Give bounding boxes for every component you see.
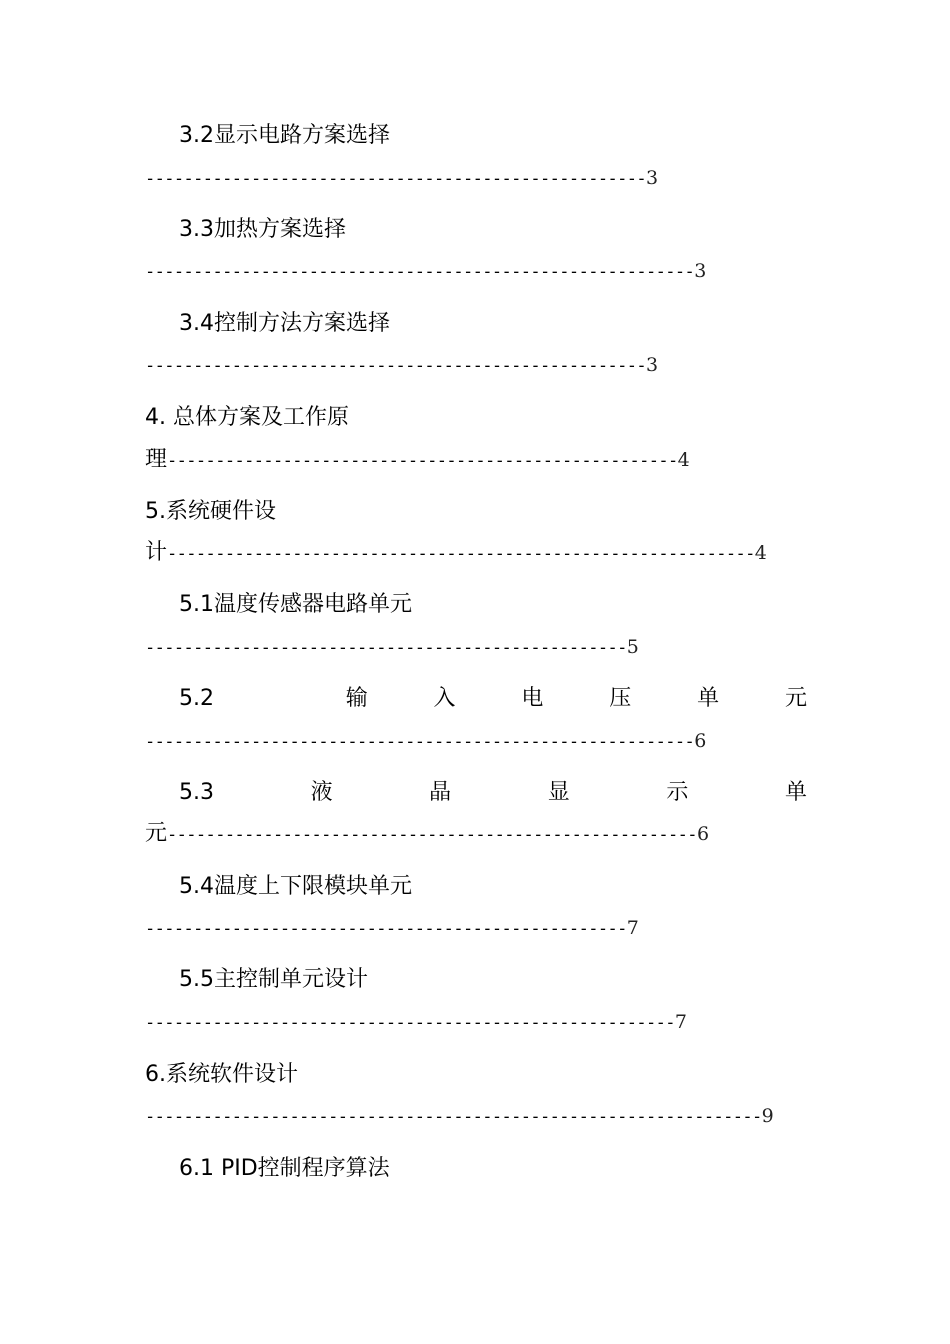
toc-leader-row [145, 257, 706, 286]
toc-leader-row [145, 1102, 774, 1131]
toc-word: 单 [697, 686, 720, 711]
toc-title-continuation: 元 [145, 821, 168, 846]
toc-word: 电 [521, 686, 544, 711]
toc-word: 单 [784, 780, 807, 805]
toc-entry-title-justified [179, 685, 807, 713]
toc-leader: --------------------------------------------------------- [145, 732, 695, 752]
toc-entry-title: 3.3加热方案选择 [179, 217, 346, 242]
toc-entry-title: 6.系统软件设计 [145, 1062, 298, 1087]
toc-entry-title: 5.5主控制单元设计 [179, 967, 368, 992]
toc-word: 显 [547, 780, 570, 805]
toc-word: 入 [433, 686, 456, 711]
toc-entry-title: 3.2显示电路方案选择 [179, 123, 390, 148]
toc-leader: ------------------------------------------------------- [167, 825, 697, 845]
toc-leader-row [145, 351, 658, 380]
toc-page-number: 3 [646, 167, 659, 189]
toc-page-number: 9 [761, 1105, 774, 1127]
toc-leader: -------------------------------------------------- [145, 919, 627, 939]
toc-entry-title: 3.4控制方法方案选择 [179, 311, 390, 336]
toc-leader-row [145, 1008, 687, 1037]
toc-leader: ---------------------------------------------------------------- [145, 1107, 762, 1127]
toc-leader: ------------------------------------------------------- [145, 1013, 675, 1033]
toc-leader-row [145, 914, 639, 943]
toc-leader-row [145, 539, 767, 568]
toc-leader-row [145, 820, 709, 849]
toc-title-continuation: 理 [145, 447, 168, 472]
toc-leader: ---------------------------------------------------- [145, 356, 647, 376]
toc-leader-row [145, 727, 706, 756]
toc-page-number: 4 [677, 449, 690, 471]
toc-leader: ---------------------------------------------------- [145, 169, 647, 189]
toc-entry-title: 5.4温度上下限模块单元 [179, 874, 412, 899]
toc-page-number: 6 [694, 730, 707, 752]
toc-page-number: 3 [694, 260, 707, 282]
toc-page-number: 4 [754, 542, 767, 564]
toc-page-number: 3 [646, 354, 659, 376]
toc-leader-row [145, 164, 658, 193]
toc-leader: --------------------------------------------------------- [145, 262, 695, 282]
toc-word: 输 [345, 686, 368, 711]
toc-title-continuation: 计 [145, 540, 168, 565]
toc-word: 5.2 [179, 686, 214, 711]
toc-entry-title: 4. 总体方案及工作原 [145, 405, 349, 430]
toc-leader: ------------------------------------------------------------- [167, 544, 755, 564]
toc-leader-row [145, 633, 639, 662]
toc-word: 5.3 [179, 780, 214, 805]
toc-entry-title: 5.1温度传感器电路单元 [179, 592, 412, 617]
toc-page-number: 5 [626, 636, 639, 658]
toc-leader-row [145, 446, 690, 475]
toc-word: 示 [666, 780, 689, 805]
toc-word: 液 [310, 780, 333, 805]
toc-word: 压 [609, 686, 632, 711]
toc-entry-title-justified [179, 779, 807, 807]
toc-entry-title: 6.1 PID控制程序算法 [179, 1156, 390, 1181]
toc-page-number: 7 [626, 917, 639, 939]
toc-page-number: 6 [696, 823, 710, 845]
toc-entry-title: 5.系统硬件设 [145, 499, 276, 524]
toc-word: 元 [784, 686, 807, 711]
toc-word: 晶 [429, 780, 452, 805]
toc-page-number: 7 [674, 1011, 688, 1033]
toc-leader: ----------------------------------------------------- [167, 451, 678, 471]
toc-leader: -------------------------------------------------- [145, 638, 627, 658]
